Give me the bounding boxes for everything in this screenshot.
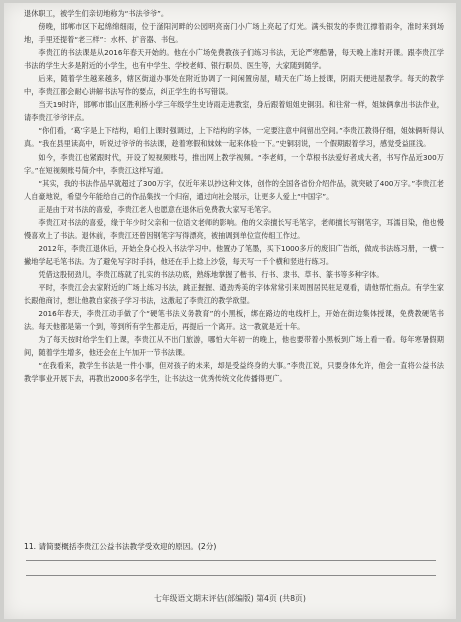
question-11: 11. 请简要概括李贵江公益书法教学受欢迎的原因。(2分) <box>24 542 217 551</box>
answer-line[interactable] <box>26 575 436 576</box>
article-paragraph: “其实，我的书法作品早就超过了300万字，仅近年来以抄这种文体，创作的全国各省份介绍作品，就突破了400万字。”李贵江老人自豪地说，希望今年能给自己的作品集找一个归宿，通过向社会展示，让更多人爱上“中国字”。 <box>24 178 444 201</box>
article-paragraph: “在我看来，教学生书法是一件小事，但对孩子的未来，却是受益终身的大事。”李贵江说，只要身体允许，他会一直将公益书法教学事业开展下去，再教出2000多名学生，让书法这一优秀传统文化传播得更广。 <box>24 361 444 384</box>
page-footer: 七年级语文期末评估(部编版) 第4页 (共8页) <box>154 594 306 603</box>
article-paragraph: 傍晚，邯郸市区下起绵绵细雨，位于滏阳河畔的公园明亮南门小广场上亮起了灯光。满头银发的李贵江撑着雨伞，准时来到场地，手里还提着“老三样”：水杯、扩音器、书包。 <box>24 22 444 45</box>
article-paragraph: 李贵江的书法课是从2016年春天开始的。他在小广场免费教孩子们练习书法，无论严寒酷暑，每天晚上准时开课。跟李贵江学书法的学生大多是附近的小学生，也有中学生、学校老师、银行职员、医生等，大家随到随学。 <box>24 48 444 71</box>
article-body <box>24 7 444 385</box>
article-paragraph: 正是由于对书法的喜爱，李贵江老人也愿意在退休后免费教大家写毛笔字。 <box>38 204 276 214</box>
article-paragraph: 如今，李贵江也紧跟时代，开设了短视频账号，推出网上教学视频。“李老师，一个草根书法爱好者成大者，书写作品近300万字。”在短视频账号简介中，李贵江这样写道。 <box>24 152 444 175</box>
article-paragraph: 2012年，李贵江退休后，开始全身心投入书法学习中。他置办了笔墨，买下1000多斤的废旧广告纸，做成书法练习册，一横一撇地学起毛笔书法。为了避免写字时手抖，他还在手上捻上沙袋，每天写一千个横和竖进行练习。 <box>24 243 444 266</box>
article-paragraph: 退休职工，被学生们亲切地称为“书法爷爷”。 <box>24 9 169 18</box>
exam-page <box>4 3 456 619</box>
article-paragraph: 2016年春天，李贵江动手做了个“硬笔书法义务教育”的小黑板，绑在路边的电线杆上，开始在街边集体授课，免费教硬笔书法。每天他都是第一个到，等到所有学生都走后，再提后一个离开。这一教就是近十年。 <box>24 309 444 332</box>
article-paragraph: 为了每天按时给学生们上课，李贵江从不出门旅游，哪怕大年初一的晚上，他也要带着小黑板到广场上看一看。每年寒暑假期间，随着学生增多，他还会在上午加开一节书法课。 <box>24 335 444 358</box>
article-paragraph: 当天19时许，邯郸市邯山区胜利桥小学三年级学生史诗雨走进教室，身后跟着姐姐史铜羽。和往常一样，姐妹俩拿出书法作业，请李贵江爷爷评点。 <box>24 100 444 123</box>
article-paragraph: 李贵江对书法的喜爱，缘于年少时父亲和一位语文老师的影响。他的父亲擅长写毛笔字，老师擅长写钢笔字，耳濡目染，他也慢慢喜欢上了书法。退休前，李贵江还曾因钢笔字写得漂亮，被抽调到单位宣传组工作过。 <box>24 217 444 240</box>
article-paragraph: 后来，随着学生越来越多，辖区街道办事处在附近协调了一间闲置房屋，晴天在广场上授课，阴雨天便进屋教学。每天的教学中，李贵江都会耐心讲解书法写作的要点，纠正学生的书写错误。 <box>24 74 444 97</box>
article-paragraph: “你们看，‘葛’字是上下结构，咱们上课时强调过，上下结构的字体，一定要注意中间留出空间。”李贵江教得仔细，姐妹俩听得认真。“我在县里读高中，听说过爷爷的书法课，趁着寒假和妹妹一起来体验一下。”史铜羽说，一个假期跟着学习，感觉受益匪浅。 <box>24 126 444 149</box>
article-paragraph: 平时，李贵江会去家附近的广场上练习书法，跳正握握、遒劲秀美的字体常常引来周围居民驻足观看，请他帮忙指点。有学生家长跟他商讨，想让他教自家孩子学习书法，这激起了李贵江的教学欲望。 <box>24 282 444 306</box>
article-paragraph: 凭借这股韧劲儿，李贵江练就了扎实的书法功底，熟练地掌握了楷书、行书、隶书、草书、篆书等多种字体。 <box>38 269 384 279</box>
answer-line[interactable] <box>26 560 436 561</box>
